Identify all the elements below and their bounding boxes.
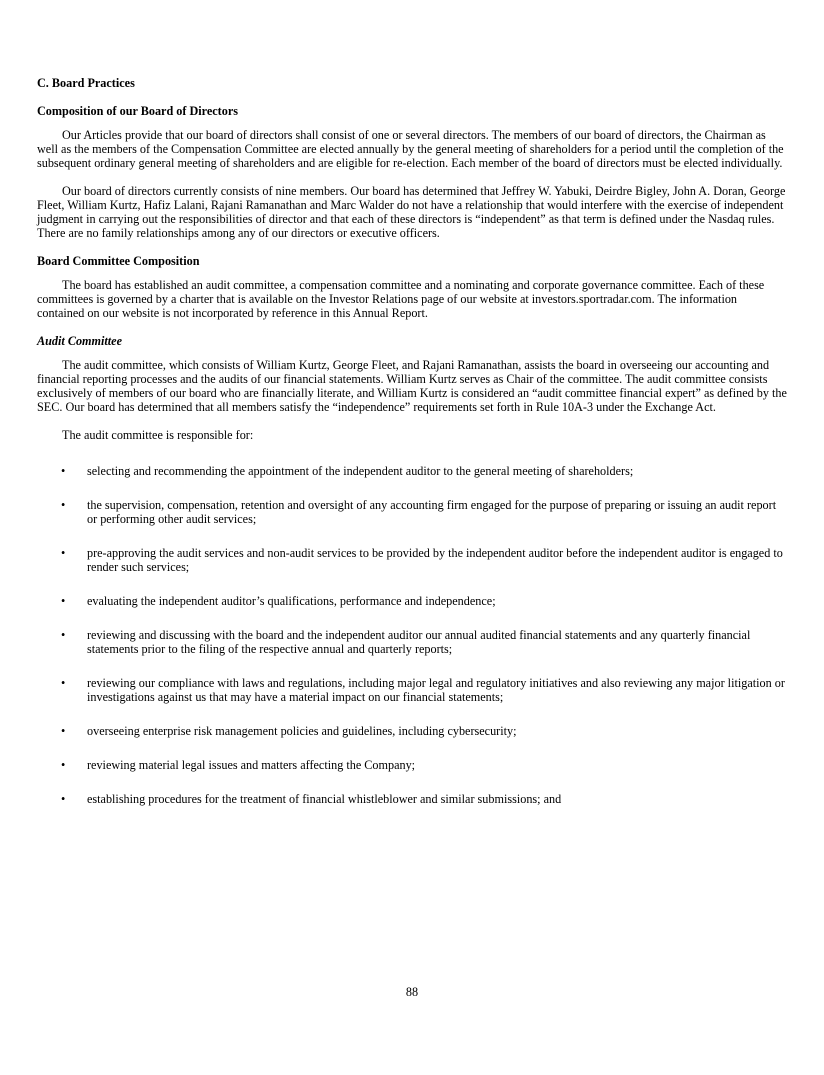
- document-page: [37, 76, 787, 826]
- list-item-text: the supervision, compensation, retention and oversight of any accounting firm engaged for the purpose of preparing or issuing an audit report or performing other audit services;: [87, 498, 777, 526]
- bullet-icon: •: [61, 628, 66, 642]
- list-item: [37, 628, 787, 656]
- list-item-text: overseeing enterprise risk management policies and guidelines, including cybersecurity;: [87, 724, 517, 738]
- bullet-icon: •: [61, 594, 66, 608]
- bullet-icon: •: [61, 464, 66, 478]
- audit-committee-paragraph: The audit committee, which consists of William Kurtz, George Fleet, and Rajani Ramanathan, assists the board in overseeing our accounting and financial reporting processes and the audits of our financial statements. William Kurtz serves as Chair of the committee. The audit committee consists exclusively of members of our board who are financially literate, and William Kurtz is considered an “audit committee financial expert” as defined by the SEC. Our board has determined that all members satisfy the “independence” requirements set forth in Rule 10A-3 under the Exchange Act.: [37, 358, 787, 414]
- composition-paragraph-1: Our Articles provide that our board of directors shall consist of one or several directors. The members of our board of directors, the Chairman as well as the members of the Compensation Committee are elected annually by the general meeting of shareholders for a period until the completion of the subsequent ordinary general meeting of shareholders and are eligible for re-election. Each member of the board of directors must be elected individually.: [37, 128, 784, 170]
- bullet-icon: •: [61, 498, 66, 512]
- bullet-icon: •: [61, 724, 66, 738]
- committee-composition-heading: Board Committee Composition: [37, 254, 200, 268]
- list-item: [37, 724, 787, 738]
- list-item: [37, 464, 787, 478]
- page-number: 88: [405, 985, 419, 999]
- list-item: [37, 498, 787, 526]
- list-item: [37, 676, 787, 704]
- composition-heading: Composition of our Board of Directors: [37, 104, 238, 118]
- list-item: [37, 594, 787, 608]
- bullet-icon: •: [61, 758, 66, 772]
- list-item: [37, 758, 787, 772]
- section-title: C. Board Practices: [37, 76, 135, 90]
- list-item-text: reviewing material legal issues and matters affecting the Company;: [87, 758, 416, 772]
- bullet-icon: •: [61, 546, 66, 560]
- composition-paragraph-2: Our board of directors currently consists of nine members. Our board has determined that Jeffrey W. Yabuki, Deirdre Bigley, John A. Doran, George Fleet, William Kurtz, Hafiz Lalani, Rajani Ramanathan and Marc Walder do not have a relationship that would interfere with the exercise of independent judgment in carrying out the responsibilities of director and that each of these directors is “independent” as that term is defined under the Nasdaq rules. There are no family relationships among any of our directors or executive officers.: [37, 184, 786, 240]
- list-item: [37, 792, 787, 806]
- bullet-icon: •: [61, 792, 66, 806]
- list-item: [37, 546, 787, 574]
- list-item-text: selecting and recommending the appointment of the independent auditor to the general meeting of shareholders;: [87, 464, 634, 478]
- list-item-text: reviewing our compliance with laws and regulations, including major legal and regulatory initiatives and also reviewing any major litigation or investigations against us that may have a material impact on our financial statements;: [87, 676, 785, 704]
- list-item-text: evaluating the independent auditor’s qualifications, performance and independence;: [87, 594, 496, 608]
- bullet-icon: •: [61, 676, 66, 690]
- committee-composition-paragraph: The board has established an audit committee, a compensation committee and a nominating and corporate governance committee. Each of these committees is governed by a charter that is available on the Investor Relations page of our website at investors.sportradar.com. The information contained on our website is not incorporated by reference in this Annual Report.: [37, 278, 765, 320]
- responsibilities-intro: The audit committee is responsible for:: [62, 428, 254, 442]
- list-item-text: pre-approving the audit services and non-audit services to be provided by the independent auditor before the independent auditor is engaged to render such services;: [87, 546, 783, 574]
- list-item-text: establishing procedures for the treatment of financial whistleblower and similar submissions; and: [87, 792, 562, 806]
- responsibilities-list: [37, 464, 787, 806]
- audit-committee-heading: Audit Committee: [37, 334, 122, 348]
- list-item-text: reviewing and discussing with the board and the independent auditor our annual audited financial statements and any quarterly financial statements prior to the filing of the respective annual and quarterly reports;: [87, 628, 751, 656]
